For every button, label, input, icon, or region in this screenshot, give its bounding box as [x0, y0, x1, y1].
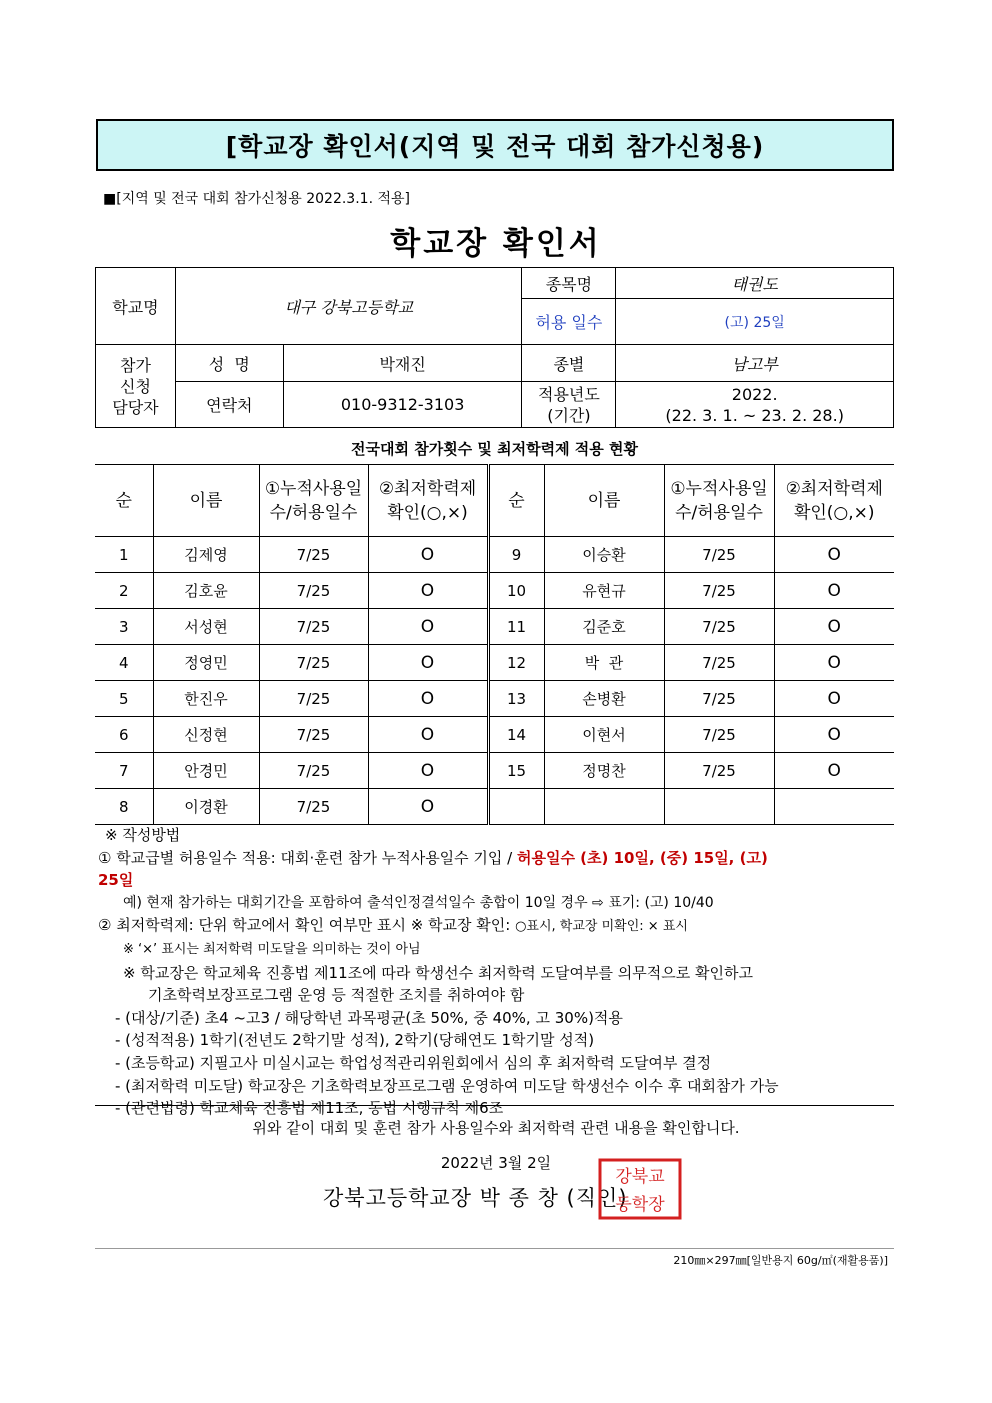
- name-value: 박재진: [283, 345, 522, 382]
- row-days: [664, 789, 774, 825]
- row-check: O: [774, 753, 894, 789]
- row-name: 이경환: [153, 789, 259, 825]
- row-check: O: [368, 537, 488, 573]
- row-check: O: [368, 609, 488, 645]
- sport-value: 태권도: [616, 268, 894, 299]
- issue-date: 2022년 3월 2일: [440, 1154, 552, 1172]
- note-example: 예) 현재 참가하는 대회기간을 포함하여 출석인정결석일수 총합이 10일 경우 ⇨ 표기: (고) 10/40: [123, 894, 714, 911]
- school-value: 대구 강북고등학교: [175, 268, 522, 345]
- row-check: O: [774, 573, 894, 609]
- school-label: 학교명: [96, 268, 176, 345]
- section-title: 전국대회 참가횟수 및 최저학력제 적용 현황: [351, 439, 638, 458]
- note-2: ② 최저학력제: 단위 학교에서 확인 여부만 표시 ※ 학교장 확인: ○표시, 학교장 미확인: × 표시: [98, 916, 688, 935]
- row-no: 11: [488, 609, 544, 645]
- days-label: 허용 일수: [522, 299, 616, 345]
- row-no: 15: [488, 753, 544, 789]
- row-no: 5: [95, 681, 153, 717]
- info-table: [95, 267, 894, 428]
- document-title: 학교장 확인서: [390, 226, 602, 262]
- sport-label: 종목명: [522, 268, 616, 299]
- table-row: [95, 609, 894, 645]
- row-name: 김제영: [153, 537, 259, 573]
- row-check: O: [368, 681, 488, 717]
- days-value: (고) 25일: [616, 299, 894, 345]
- note-4-cont: 기초학력보장프로그램 운영 등 적절한 조치를 취하여야 함: [148, 986, 525, 1005]
- participation-table: [95, 464, 894, 825]
- note-3: ※ ‘×’ 표시는 최저학력 미도달을 의미하는 것이 아님: [123, 941, 421, 957]
- row-days: 7/25: [664, 681, 774, 717]
- category-value: 남고부: [616, 345, 894, 382]
- row-no: 3: [95, 609, 153, 645]
- row-name: 김준호: [544, 609, 664, 645]
- footer-divider: [95, 1248, 894, 1249]
- header-name: 이름: [153, 465, 259, 537]
- row-check: O: [368, 789, 488, 825]
- row-check: O: [368, 645, 488, 681]
- header-no: 순: [488, 465, 544, 537]
- row-days: 7/25: [259, 681, 368, 717]
- row-name: 한진우: [153, 681, 259, 717]
- row-days: 7/25: [259, 789, 368, 825]
- row-name: 안경민: [153, 753, 259, 789]
- bullet-5: - (관련법령) 학교체육 진흥법 제11조, 동법 시행규칙 제6조: [115, 1099, 504, 1118]
- row-days: 7/25: [259, 609, 368, 645]
- row-name: 유현규: [544, 573, 664, 609]
- signer-line: 강북고등학교장 박 종 창 (직인): [323, 1186, 628, 1210]
- header-check: ②최저학력제 확인(○,×): [368, 465, 488, 537]
- row-check: O: [774, 537, 894, 573]
- row-days: 7/25: [259, 573, 368, 609]
- row-days: 7/25: [664, 573, 774, 609]
- bullet-4: - (최저학력 미도달) 학교장은 기초학력보장프로그램 운영하여 미도달 학생선수 이수 후 대회참가 가능: [115, 1076, 779, 1095]
- table-row: [95, 573, 894, 609]
- row-no: 4: [95, 645, 153, 681]
- row-no: 13: [488, 681, 544, 717]
- row-days: 7/25: [259, 537, 368, 573]
- row-days: 7/25: [664, 609, 774, 645]
- row-name: 이승환: [544, 537, 664, 573]
- row-name: 김호윤: [153, 573, 259, 609]
- row-name: [544, 789, 664, 825]
- row-name: 정명찬: [544, 753, 664, 789]
- form-subtitle: ■[지역 및 전국 대회 참가신청용 2022.3.1. 적용]: [103, 191, 410, 207]
- row-days: 7/25: [664, 537, 774, 573]
- official-seal-icon: [598, 1158, 682, 1220]
- contact-value: 010-9312-3103: [283, 382, 522, 428]
- row-check: O: [368, 717, 488, 753]
- paper-spec-footer: 210㎜×297㎜[일반용지 60g/㎡(재활용품)]: [673, 1254, 888, 1267]
- row-check: O: [774, 681, 894, 717]
- row-days: 7/25: [259, 645, 368, 681]
- row-no: 8: [95, 789, 153, 825]
- row-check: [774, 789, 894, 825]
- manager-label: 참가 신청 담당자: [96, 345, 176, 428]
- row-check: O: [774, 609, 894, 645]
- category-label: 종별: [522, 345, 616, 382]
- header-days: ①누적사용일 수/허용일수: [664, 465, 774, 537]
- row-name: 박 관: [544, 645, 664, 681]
- svg-text:강북교: 강북교: [615, 1167, 665, 1187]
- table-row: [95, 753, 894, 789]
- row-check: O: [774, 645, 894, 681]
- confirm-statement: 위와 같이 대회 및 훈련 참가 사용일수와 최저학력 관련 내용을 확인합니다.: [252, 1119, 740, 1137]
- header-check: ②최저학력제 확인(○,×): [774, 465, 894, 537]
- row-check: O: [368, 573, 488, 609]
- header-name: 이름: [544, 465, 664, 537]
- bullet-3: - (초등학교) 지필고사 미실시교는 학업성적관리위원회에서 심의 후 최저학력 도달여부 결정: [115, 1053, 712, 1072]
- row-check: O: [368, 753, 488, 789]
- header-no: 순: [95, 465, 153, 537]
- row-check: O: [774, 717, 894, 753]
- table-row: [95, 789, 894, 825]
- name-label: 성 명: [175, 345, 283, 382]
- row-no: 6: [95, 717, 153, 753]
- row-name: 이현서: [544, 717, 664, 753]
- row-days: 7/25: [664, 717, 774, 753]
- row-days: 7/25: [259, 753, 368, 789]
- row-name: 서성현: [153, 609, 259, 645]
- row-name: 정영민: [153, 645, 259, 681]
- row-name: 신정현: [153, 717, 259, 753]
- row-no: [488, 789, 544, 825]
- row-no: 9: [488, 537, 544, 573]
- row-name: 손병환: [544, 681, 664, 717]
- row-no: 12: [488, 645, 544, 681]
- svg-text:등학장: 등학장: [615, 1195, 665, 1215]
- row-no: 10: [488, 573, 544, 609]
- row-no: 2: [95, 573, 153, 609]
- header-days: ①누적사용일 수/허용일수: [259, 465, 368, 537]
- row-days: 7/25: [664, 753, 774, 789]
- notes-section: [98, 824, 901, 1120]
- table-row: [95, 717, 894, 753]
- notes-heading: ※ 작성방법: [105, 826, 181, 844]
- period-value: 2022. (22. 3. 1. ~ 23. 2. 28.): [616, 382, 894, 428]
- note-4: ※ 학교장은 학교체육 진흥법 제11조에 따라 학생선수 최저학력 도달여부를 의무적으로 확인하고: [123, 963, 753, 982]
- banner-title: [학교장 확인서(지역 및 전국 대회 참가신청용): [96, 119, 894, 171]
- notes-divider: [95, 1105, 894, 1106]
- row-days: 7/25: [664, 645, 774, 681]
- row-no: 14: [488, 717, 544, 753]
- row-no: 7: [95, 753, 153, 789]
- bullet-1: - (대상/기준) 초4 ~고3 / 해당학년 과목평균(초 50%, 중 40%, 고 30%)적용: [115, 1008, 623, 1027]
- table-row: [95, 537, 894, 573]
- row-days: 7/25: [259, 717, 368, 753]
- table-row: [95, 681, 894, 717]
- table-header-row: [95, 465, 894, 537]
- contact-label: 연락처: [175, 382, 283, 428]
- table-row: [95, 645, 894, 681]
- period-label: 적용년도 (기간): [522, 382, 616, 428]
- bullet-2: - (성적적용) 1학기(전년도 2학기말 성적), 2학기(당해연도 1학기말 성적): [115, 1031, 595, 1050]
- row-no: 1: [95, 537, 153, 573]
- note-1: ① 학교급별 허용일수 적용: 대회·훈련 참가 누적사용일수 기입 / 허용일수 (초) 10일, (중) 15일, (고): [98, 848, 768, 867]
- note-1-cont: 25일: [98, 871, 134, 890]
